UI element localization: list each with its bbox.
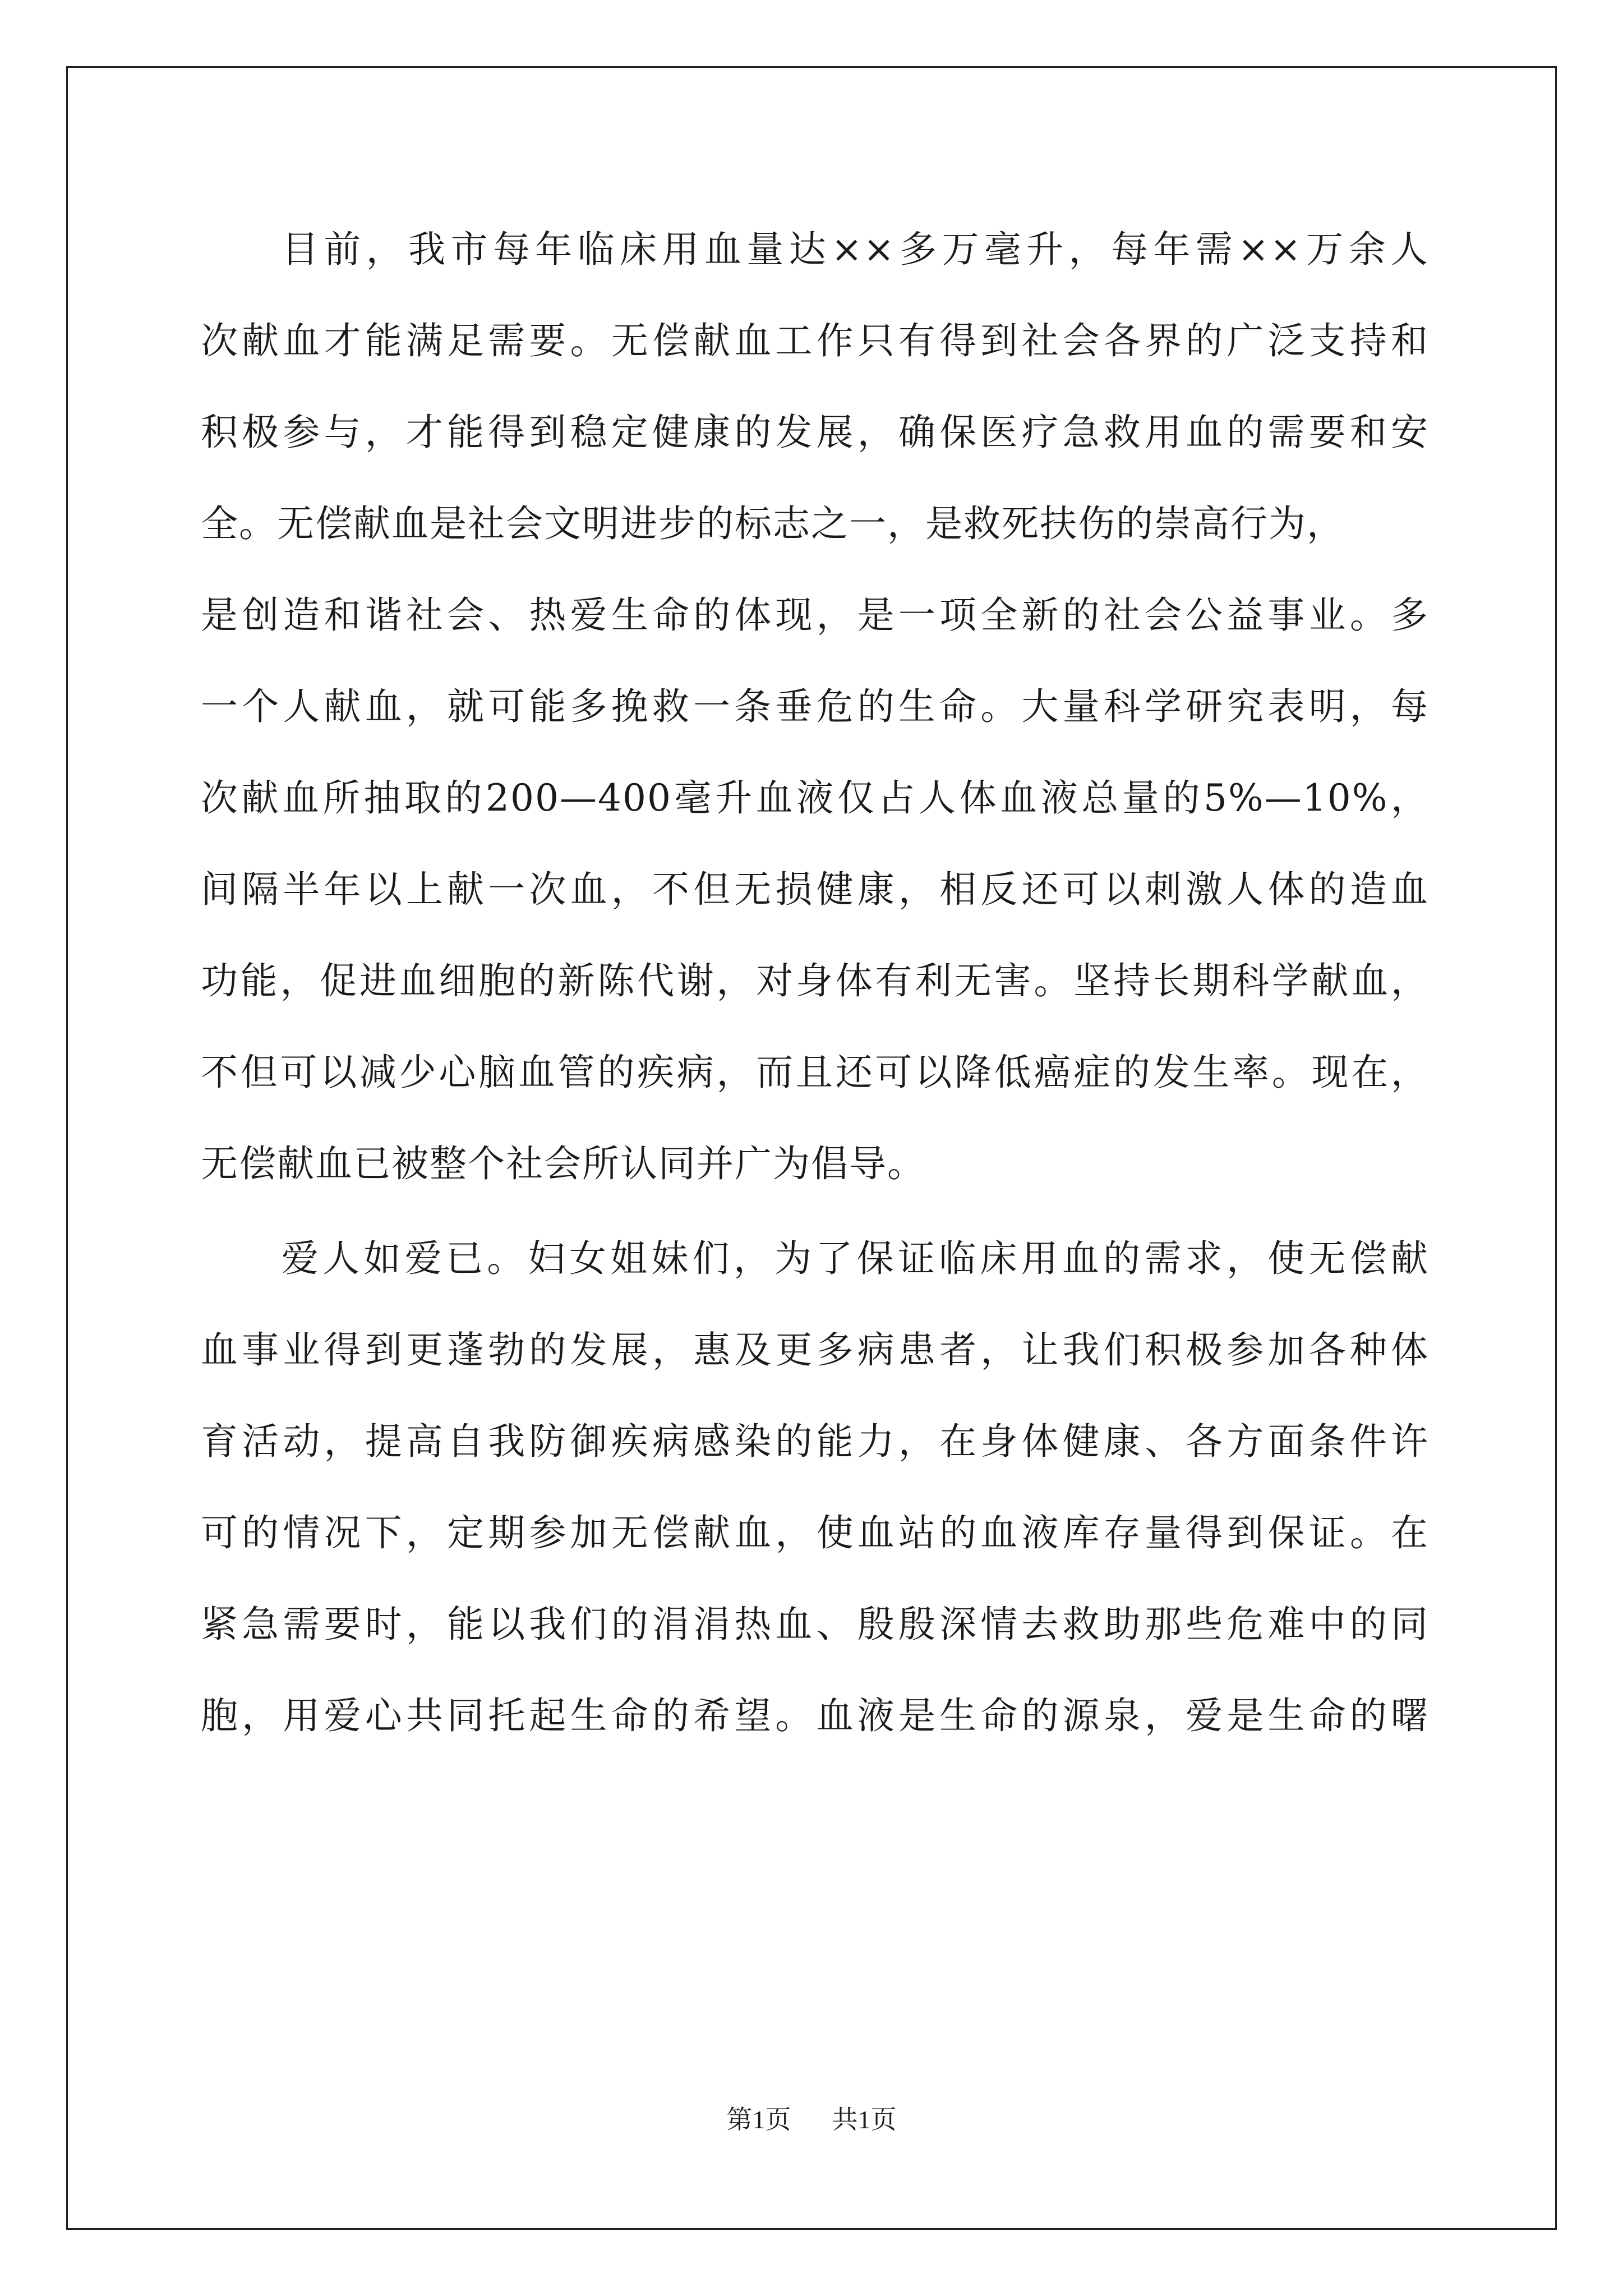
text-line: 爱人如爱已。妇女姐妹们，为了保证临床用血的需求，使无偿献	[282, 1237, 1429, 1280]
paragraph-2	[201, 1222, 1429, 1771]
text-line: 不但可以减少心脑血管的疾病，而且还可以降低癌症的发生率。现在，	[201, 1051, 1429, 1094]
page-number: 第1页	[726, 2105, 791, 2134]
page-footer	[0, 2099, 1623, 2136]
text-line: 积极参与，才能得到稳定健康的发展，确保医疗急救用血的需要和安	[201, 411, 1429, 454]
text-line: 一个人献血，就可能多挽救一条垂危的生命。大量科学研究表明，每	[201, 685, 1429, 728]
document-body	[201, 213, 1429, 1771]
text-line: 是创造和谐社会、热爱生命的体现，是一项全新的社会公益事业。多	[201, 593, 1429, 637]
text-line: 胞，用爱心共同托起生命的希望。血液是生命的源泉，爱是生命的曙	[201, 1694, 1429, 1737]
text-line: 次献血所抽取的200—400毫升血液仅占人体血液总量的5%—10%，	[201, 776, 1429, 820]
text-line: 功能，促进血细胞的新陈代谢，对身体有利无害。坚持长期科学献血，	[201, 959, 1429, 1002]
text-line: 育活动，提高自我防御疾病感染的能力，在身体健康、各方面条件许	[201, 1420, 1429, 1463]
text-line: 次献血才能满足需要。无偿献血工作只有得到社会各界的广泛支持和	[201, 319, 1429, 362]
text-line: 间隔半年以上献一次血，不但无损健康，相反还可以刺激人体的造血	[201, 868, 1429, 911]
text-line: 全。无偿献血是社会文明进步的标志之一，是救死扶伤的崇高行为，	[201, 502, 1345, 545]
text-line: 可的情况下，定期参加无偿献血，使血站的血液库存量得到保证。在	[201, 1511, 1429, 1554]
text-line: 血事业得到更蓬勃的发展，惠及更多病患者，让我们积极参加各种体	[201, 1328, 1429, 1372]
text-line: 目前，我市每年临床用血量达××多万毫升，每年需××万余人	[282, 228, 1429, 271]
paragraph-1	[201, 213, 1429, 1219]
page-total: 共1页	[832, 2105, 897, 2134]
text-line: 紧急需要时，能以我们的涓涓热血、殷殷深情去救助那些危难中的同	[201, 1603, 1429, 1646]
text-line: 无偿献血已被整个社会所认同并广为倡导。	[201, 1142, 925, 1185]
